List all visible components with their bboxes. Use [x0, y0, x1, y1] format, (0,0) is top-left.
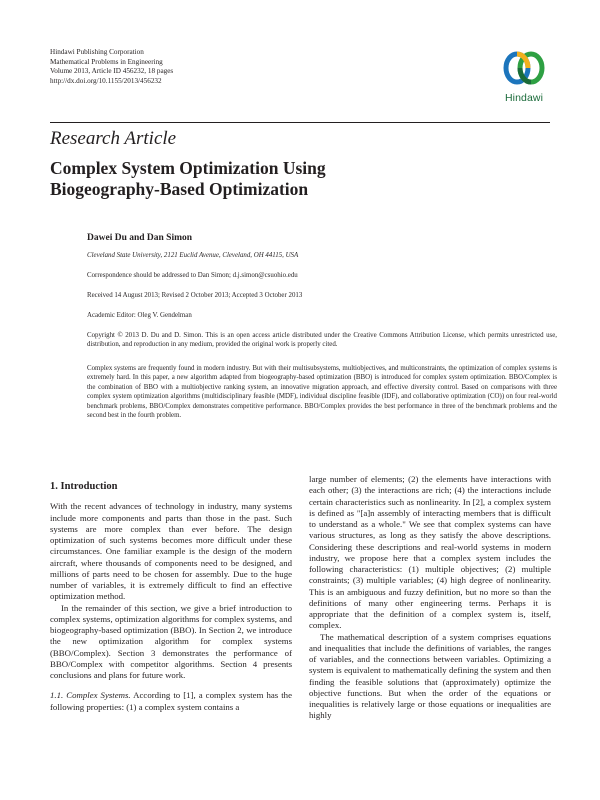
volume-info: Volume 2013, Article ID 456232, 18 pages [50, 67, 174, 76]
abstract: Complex systems are frequently found in modern industry. But with their multisubsystems, multiobjectives, and multiconstraints, the optimization of complex systems is extremely hard. In this paper, a new algorithm adapted from biogeography-based optimization (BBO) is introduced for complex system optimization. BBO/Complex is the combination of BBO with a multiobjective ranking system, an innovative migration approach, and effective diversity control. Based on comparisons with three complex system optimization algorithms (multidisciplinary feasible (MDF), individual discipline feasible (IDF), and collaborative optimization (CO)) on four real-world benchmark problems, BBO/Complex demonstrates competitive performance. BBO/Complex provides the best performance in three of the benchmark problems and the second best in the fourth problem. [87, 365, 557, 420]
hindawi-rings-icon [496, 44, 552, 92]
subsection-text: According to [1], a complex system has the following properties: (1) a complex system contains a [50, 690, 292, 712]
section-heading: 1. Introduction [50, 481, 118, 492]
intro-paragraph-3 [50, 690, 292, 713]
logo-text: Hindawi [504, 92, 544, 104]
doi-link[interactable]: http://dx.doi.org/10.1155/2013/456232 [50, 76, 162, 85]
left-column [50, 481, 292, 713]
copyright: Copyright © 2013 D. Du and D. Simon. This is an open access article distributed under the Creative Commons Attribution License, which permits unrestricted use, distribution, and reproduction in any medium, provided the original work is properly cited. [87, 332, 557, 349]
subsection-heading: 1.1. Complex Systems. [50, 690, 131, 701]
academic-editor: Academic Editor: Oleg V. Gendelman [87, 312, 192, 319]
article-type: Research Article [50, 128, 177, 149]
right-column [309, 474, 551, 722]
right-paragraph-2: The mathematical description of a system comprises equations and inequalities that include the definitions of variables, the ranges of variables, and the connections between variables. Optimizing a system is equivalent to mathematically defining the system and then finding the feasible solutions that (approximately) optimize the objective functions. But when the order of the equations or inequalities is relatively large or those equations or inequalities are highly [309, 631, 551, 721]
correspondence: Correspondence should be addressed to Dan Simon; d.j.simon@csuohio.edu [87, 272, 298, 279]
journal-name: Mathematical Problems in Engineering [50, 57, 163, 66]
intro-paragraph-1: With the recent advances of technology in industry, many systems include more components and parts than those in the past. Such systems are more complex than ever before. The design optimization of such systems becomes more difficult under these circumstances. One familiar example is the design of the modern aircraft, where thousands of components need to be designed, and millions of parts need to be chosen for assembly. Due to the huge number of variables, it is extremely difficult to find an effective optimization method. [50, 501, 292, 602]
paper-title [50, 158, 480, 200]
title-line-1: Complex System Optimization Using [50, 158, 326, 178]
affiliation: Cleveland State University, 2121 Euclid Avenue, Cleveland, OH 44115, USA [87, 252, 299, 259]
publisher: Hindawi Publishing Corporation [50, 48, 144, 56]
header-divider [50, 122, 550, 123]
publication-info [50, 48, 310, 86]
hindawi-logo [496, 44, 552, 106]
intro-paragraph-2: In the remainder of this section, we give a brief introduction to complex systems, optimization algorithms for complex systems, and biogeography-based optimization (BBO). In Section 2, we introduce the new optimization algorithm for complex systems (BBO/Complex). Section 3 demonstrates the performance of BBO/Complex with competitor algorithms. Section 4 presents conclusions and plans for future work. [50, 602, 292, 680]
authors: Dawei Du and Dan Simon [87, 233, 193, 243]
dates: Received 14 August 2013; Revised 2 October 2013; Accepted 3 October 2013 [87, 292, 303, 299]
right-paragraph-1: large number of elements; (2) the elements have interactions with each other; (3) the interactions are rich; (4) the interactions include certain characteristics such as nonlinearity. In [2], a complex system is defined as "[a]n assembly of interacting members that is difficult to understand as a whole." We see that complex systems can have various structures, as long as they satisfy the above descriptions. Considering these descriptions and real-world systems in modern industry, we propose here that a complex system includes the following characteristics: (1) multiple objectives; (2) multiple constraints; (3) multiple variables; (4) high degree of nonlinearity. This is an ambiguous and fuzzy definition, but no more so than the definitions of many other engineering terms. Perhaps it is appropriate that the definition of a complex system is, itself, complex. [309, 474, 551, 631]
title-line-2: Biogeography-Based Optimization [50, 179, 309, 199]
